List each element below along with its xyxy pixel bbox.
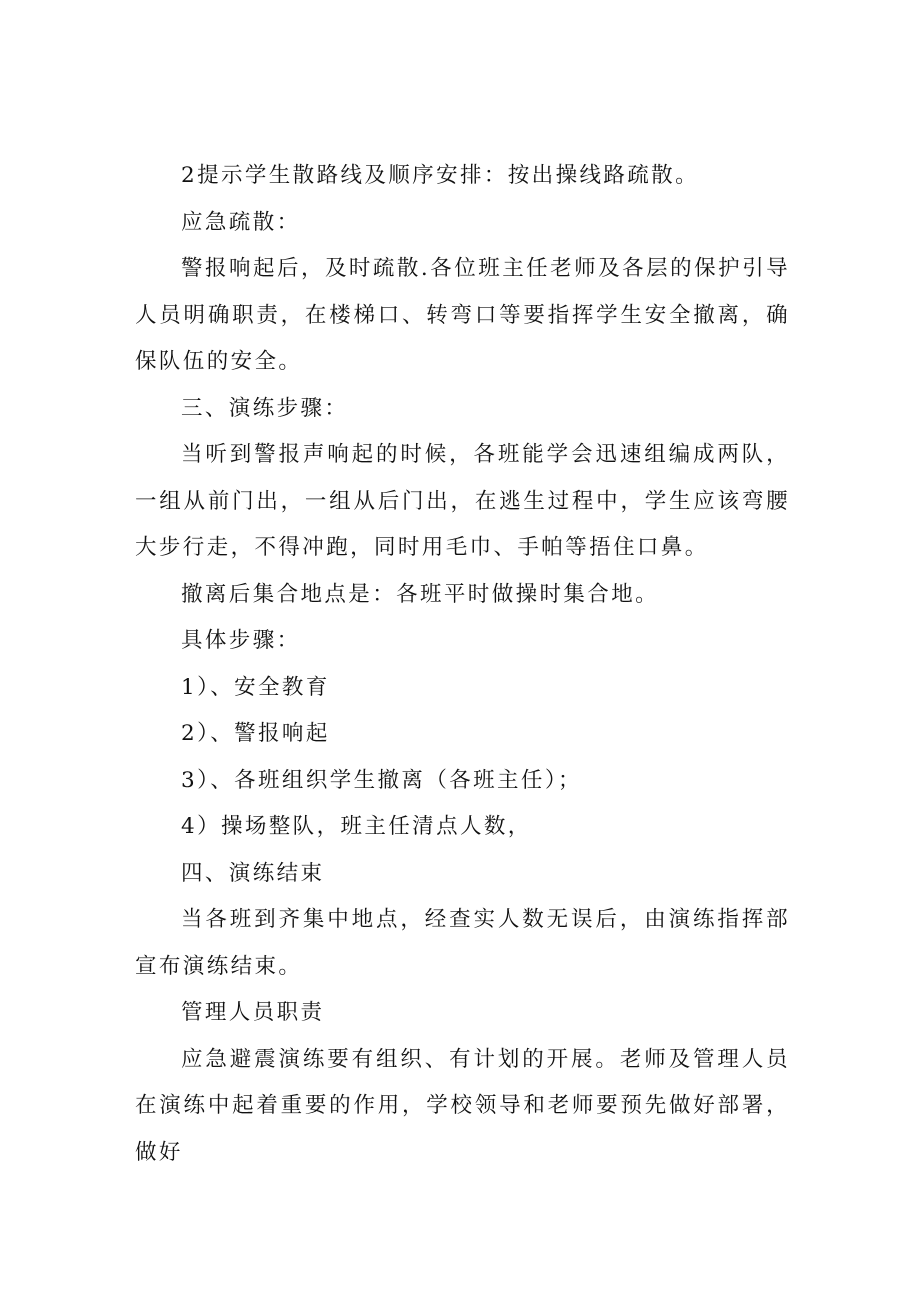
heading-drill-end: 四、演练结束 xyxy=(181,860,325,886)
paragraph-evacuation-route: 2提示学生散路线及顺序安排：按出操线路疏散。 xyxy=(181,163,699,188)
heading-emergency-evacuation: 应急疏散： xyxy=(181,209,301,235)
paragraph-drill-end: 当各班到齐集中地点，经查实人数无误后，由演练指挥部宣布演练结束。 xyxy=(135,907,790,979)
document-body xyxy=(135,153,790,1176)
heading-manager-duties: 管理人员职责 xyxy=(181,1000,325,1025)
paragraph-manager-duties: 应急避震演练要有组织、有计划的开展。老师及管理人员在演练中起着重要的作用，学校领导和老师要预先做好部署，做好 xyxy=(135,1046,790,1165)
list-item-step-3: 3）、各班组织学生撤离（各班主任）； xyxy=(181,767,582,793)
paragraph-alarm-evacuation: 警报响起后，及时疏散.各位班主任老师及各层的保护引导人员明确职责，在楼梯口、转弯口等要指挥学生安全撤离，确保队伍的安全。 xyxy=(135,256,790,374)
list-item-step-2: 2）、警报响起 xyxy=(181,721,330,746)
list-item-step-4: 4）操场整队，班主任清点人数， xyxy=(181,814,532,839)
heading-specific-steps: 具体步骤： xyxy=(181,628,301,653)
paragraph-drill-procedure: 当听到警报声响起的时候，各班能学会迅速组编成两队，一组从前门出，一组从后门出，在逃生过程中，学生应该弯腰大步行走，不得冲跑，同时用毛巾、手帕等捂住口鼻。 xyxy=(135,442,790,560)
list-item-step-1: 1）、安全教育 xyxy=(181,674,330,700)
paragraph-assembly-point: 撤离后集合地点是：各班平时做操时集合地。 xyxy=(181,581,660,607)
heading-drill-steps: 三、演练步骤： xyxy=(181,395,349,421)
